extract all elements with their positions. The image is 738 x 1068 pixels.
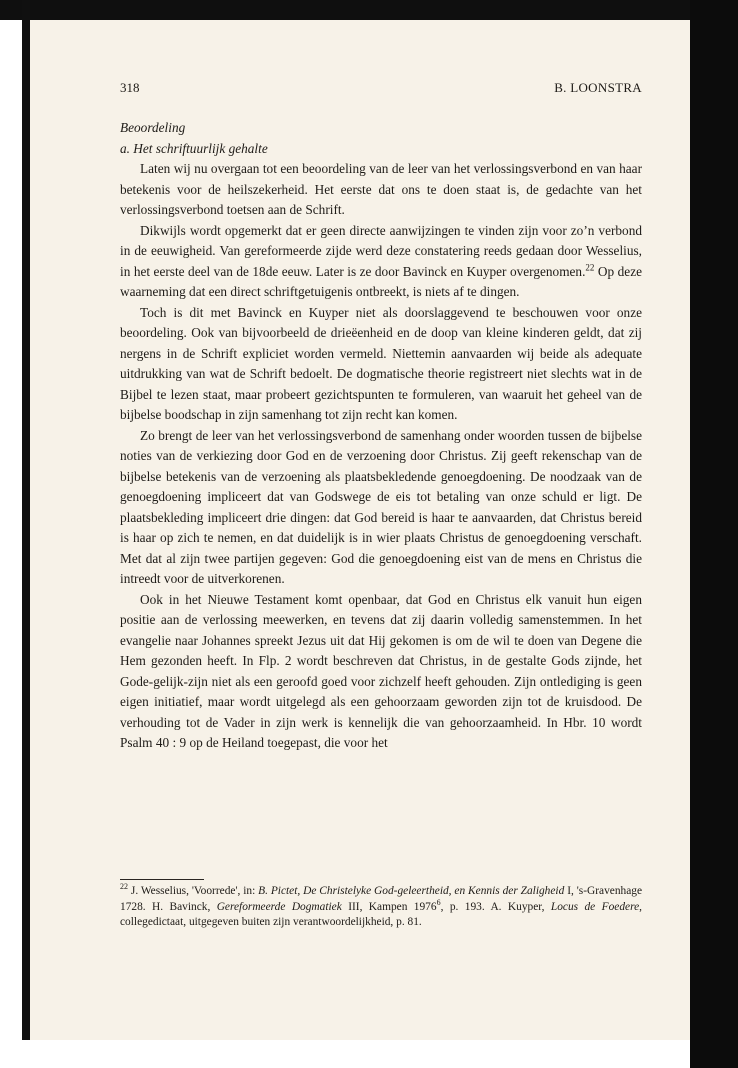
scan-margin-bottom bbox=[22, 1040, 690, 1068]
footnote-title-kuyper: Locus de Foedere bbox=[550, 900, 640, 913]
body-text bbox=[120, 118, 642, 754]
paragraph: Laten wij nu overgaan tot een beoordeling van de leer van het verlossingsverbond en van haar betekenis voor de heilszekerheid. Het eerste dat ons te doen staat is, de gedachte van het verlossingsverbond toetsen aan de Schrift. bbox=[120, 161, 642, 217]
paragraph bbox=[120, 221, 642, 303]
page-number: 318 bbox=[120, 80, 140, 95]
scan-border-top bbox=[0, 0, 738, 20]
footnote-title-bavinck: Gereformeerde Dogmatiek bbox=[216, 900, 342, 913]
scan-border-right bbox=[690, 0, 738, 1068]
footnote-text: , p. 193. A. Kuyper, bbox=[440, 900, 551, 913]
footnote-separator bbox=[120, 879, 204, 880]
footnote-text: I, 's-Gravenhage 1728. H. Bavinck, bbox=[120, 885, 643, 913]
paragraph: Zo brengt de leer van het verlossingsverbond de samenhang onder woorden tussen de bijbelse noties van de verkiezing door God en de verzoening door Christus. Zij geeft rekenschap van de bijbelse betekenis van de verzoening als plaatsbekledende genoegdoening. De noodzaak van de genoegdoening impliceert dat van Godswege de eis tot betaling van onze schuld er ligt. De plaatsbekleding impliceert drie dingen: dat God bereid is haar te aanvaarden, dat Christus bereid is haar op zich te nemen, en dat duidelijk is in wier plaats Christus de genoegdoening verschaft. Met dat al zijn twee partijen gegeven: God die genoegdoening eist van de mens en Christus die intreedt voor de uitverkorenen. bbox=[120, 427, 642, 586]
footnote-reference: 22 bbox=[585, 262, 595, 273]
paragraph: Ook in het Nieuwe Testament komt openbaar, dat God en Christus elk vanuit hun eigen positie aan de verlossing meewerken, en tevens dat zij daarin volledig samenstemmen. In het evangelie naar Johannes spreekt Jezus uit dat Hij gekomen is om de wil te doen van Degene die Hem gezonden heeft. In Flp. 2 wordt beschreven dat Christus, in de gestalte Gods zijnde, het Gode-gelijk-zijn niet als een geroofd goed voor zichzelf heeft gehouden. Zijn ontlediging is geen eigen initiatief, maar wordt uitgelegd als een gehoorzaam geworden zijn tot de kruisdood. De verhouding tot de Vader in zijn werk is kennelijk die van gehoorzaamheid. In Hbr. 10 wordt Psalm 40 : 9 op de Heiland toegepast, die voor het bbox=[120, 591, 642, 750]
footnote bbox=[120, 884, 642, 931]
footnote-text: III, Kampen 1976 bbox=[341, 900, 437, 913]
running-title: B. LOONSTRA bbox=[554, 80, 642, 95]
footnote-text: J. Wesselius, 'Voorrede', in: bbox=[130, 885, 259, 897]
section-heading: Beoordeling bbox=[120, 120, 186, 135]
paragraph: Toch is dit met Bavinck en Kuyper niet als doorslaggevend te beschouwen voor onze beoordeling. Ook van bijvoorbeeld de drieëenheid en de doop van kleine kinderen geldt, dat zij nergens in de Schrift expliciet worden vermeld. Niettemin aanvaarden wij beide als adequate uitdrukking van wat de Schrift bedoelt. De dogmatische theorie registreert niet slechts wat in de Bijbel te lezen staat, maar probeert gezichtspunten te formuleren, van waaruit het geheel van de bijbelse boodschap in zijn samenhang tot zijn recht kan komen. bbox=[120, 304, 642, 422]
footnote-text: , collegedictaat, uitgegeven buiten zijn verantwoordelijkheid, p. 81. bbox=[120, 900, 642, 928]
paragraph-text-continued: Op deze waarneming dat een direct schriftgetuigenis ontbreekt, is niets af te dingen. bbox=[120, 263, 642, 299]
scan-border-left bbox=[22, 0, 30, 1040]
footnote-title-pictet: B. Pictet, De Christelyke God-geleertheid, en Kennis der Zaligheid bbox=[258, 885, 565, 897]
running-head bbox=[120, 79, 642, 97]
paragraph-text: Dikwijls wordt opgemerkt dat er geen directe aanwijzingen te vinden zijn voor zo’n verbond in de eeuwigheid. Van gereformeerde zijde werd deze constatering reeds gedaan door Wesselius, in het eerste deel van de 18de eeuw. Later is ze door Bavinck en Kuyper overgenomen. bbox=[120, 222, 642, 279]
edition-superscript: 6 bbox=[436, 897, 441, 907]
footnote-number: 22 bbox=[120, 882, 128, 892]
subsection-heading: a. Het schriftuurlijk gehalte bbox=[120, 140, 268, 156]
